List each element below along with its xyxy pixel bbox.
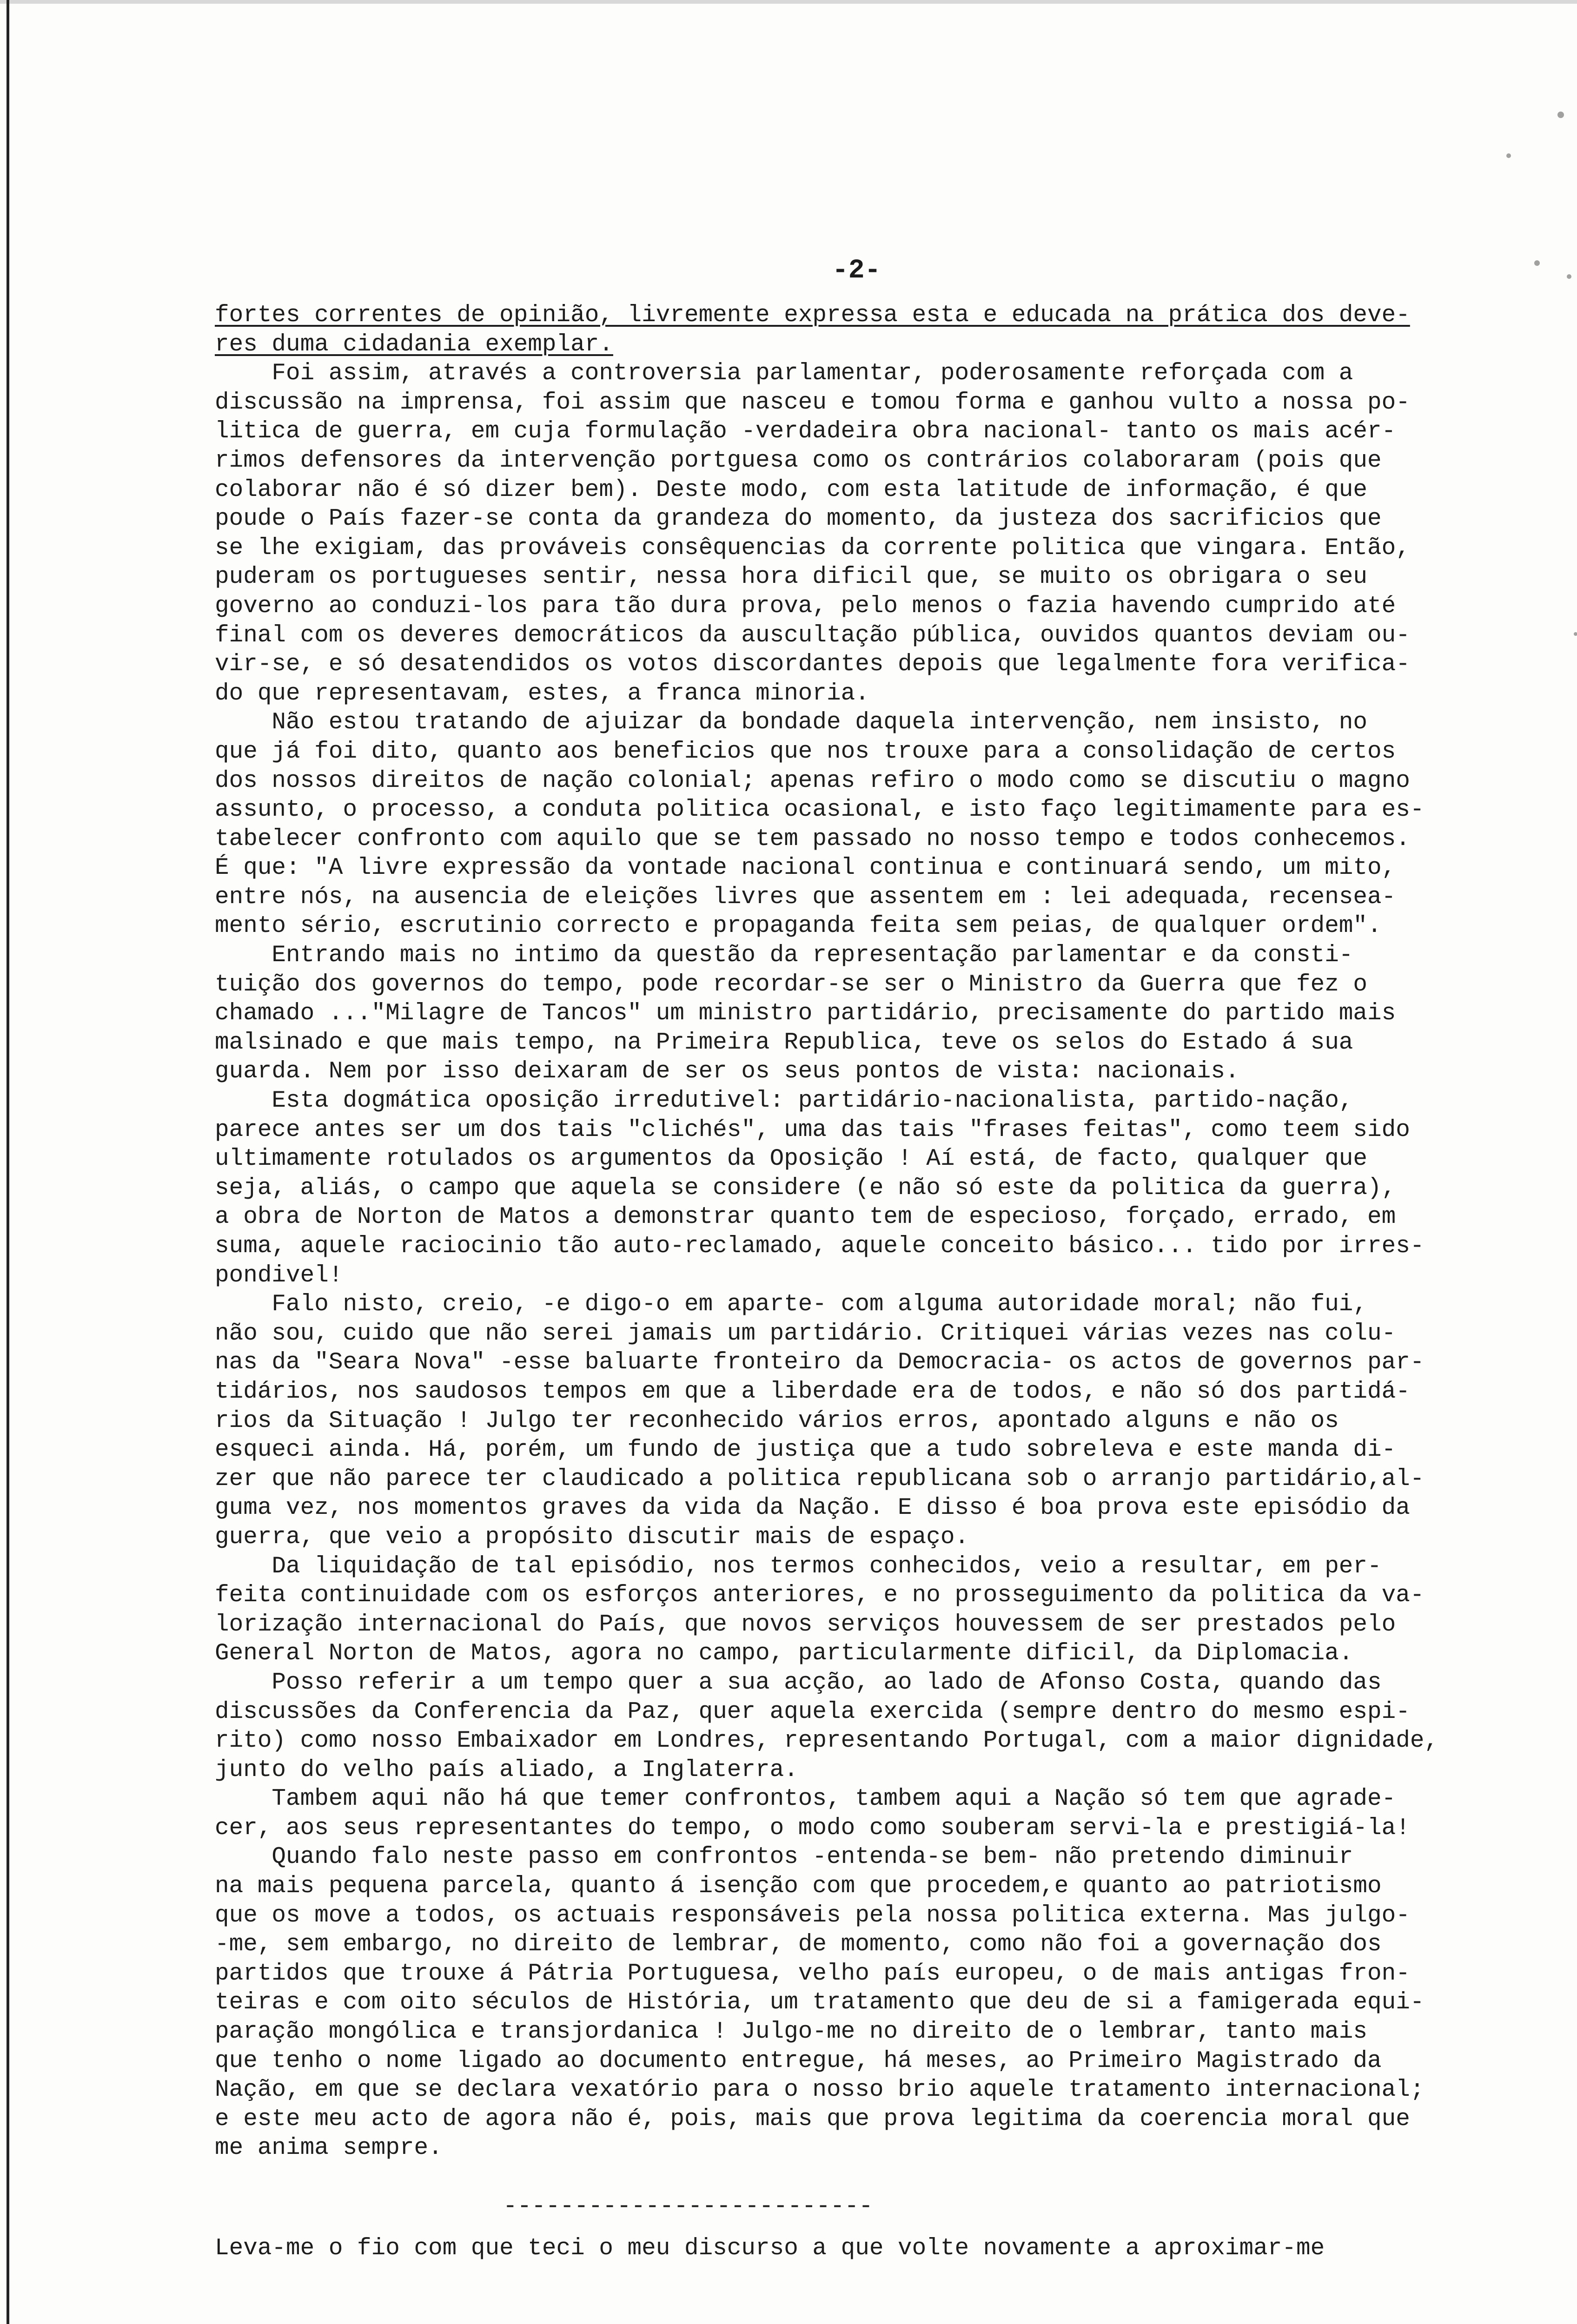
- scan-left-edge: [7, 0, 9, 2324]
- text-line: e este meu acto de agora não é, pois, mais que prova legitima da coerencia moral que: [215, 2106, 1410, 2133]
- text-line: que tenho o nome ligado ao documento entregue, há meses, ao Primeiro Magistrado da: [215, 2047, 1382, 2074]
- text-line: zer que não parece ter claudicado a politica republicana sob o arranjo partidário,al-: [215, 1466, 1425, 1492]
- text-line: guarda. Nem por isso deixaram de ser os seus pontos de vista: nacionais.: [215, 1058, 1239, 1085]
- text-line: governo ao conduzi-los para tão dura prova, pelo menos o fazia havendo cumprido até: [215, 593, 1396, 620]
- text-line: poude o País fazer-se conta da grandeza do momento, da justeza dos sacrificios que: [215, 506, 1382, 533]
- text-line: nas da "Seara Nova" -esse baluarte fronteiro da Democracia- os actos de governos par-: [215, 1349, 1425, 1376]
- text-line: litica de guerra, em cuja formulação -verdadeira obra nacional- tanto os mais acér-: [215, 418, 1396, 445]
- text-line: paração mongólica e transjordanica ! Julgo-me no direito de o lembrar, tanto mais: [215, 2019, 1368, 2046]
- text-line: guma vez, nos momentos graves da vida da Nação. E disso é boa prova este episódio da: [215, 1495, 1410, 1522]
- text-line: vir-se, e só desatendidos os votos discordantes depois que legalmente fora verifica-: [215, 651, 1410, 678]
- text-line: rito) como nosso Embaixador em Londres, representando Portugal, com a maior dignidade,: [215, 1728, 1439, 1755]
- text-line: rimos defensores da intervenção portguesa como os contrários colaboraram (pois que: [215, 447, 1382, 474]
- text-line: cer, aos seus representantes do tempo, o modo como souberam servi-la e prestigiá-la!: [215, 1815, 1410, 1842]
- text-line: final com os deveres democráticos da auscultação pública, ouvidos quantos deviam ou-: [215, 622, 1410, 649]
- text-line: tuição dos governos do tempo, pode recordar-se ser o Ministro da Guerra que fez o: [215, 971, 1368, 998]
- text-line: res duma cidadania exemplar.: [215, 331, 613, 358]
- text-line: entre nós, na ausencia de eleições livres que assentem em : lei adequada, recensea-: [215, 884, 1396, 911]
- text-line: tabelecer confronto com aquilo que se tem passado no nosso tempo e todos conhecemos.: [215, 825, 1410, 852]
- text-line: esqueci ainda. Há, porém, um fundo de justiça que a tudo sobreleva e este manda di-: [215, 1437, 1396, 1464]
- text-line: a obra de Norton de Matos a demonstrar quanto tem de especioso, forçado, errado, em: [215, 1204, 1396, 1231]
- text-line: teiras e com oito séculos de História, um tratamento que deu de si a famigerada equi-: [215, 1989, 1425, 2016]
- text-line: lorização internacional do País, que novos serviços houvessem de ser prestados pelo: [215, 1611, 1396, 1638]
- text-line: ultimamente rotulados os argumentos da Oposição ! Aí está, de facto, qualquer que: [215, 1146, 1368, 1173]
- text-line: não sou, cuido que não serei jamais um partidário. Critiquei várias vezes nas colu-: [215, 1320, 1396, 1347]
- text-line: É que: "A livre expressão da vontade nacional continua e continuará sendo, um mito,: [215, 855, 1396, 882]
- text-line: -me, sem embargo, no direito de lembrar, de momento, como não foi a governação dos: [215, 1931, 1382, 1958]
- text-line: guerra, que veio a propósito discutir mais de espaço.: [215, 1524, 969, 1551]
- text-line: me anima sempre.: [215, 2135, 443, 2162]
- text-line: do que representavam, estes, a franca minoria.: [215, 680, 869, 707]
- section-separator: --------------------------: [503, 2193, 873, 2220]
- text-line: Foi assim, através a controversia parlamentar, poderosamente reforçada com a: [215, 360, 1353, 387]
- text-line: fortes correntes de opinião, livremente expressa esta e educada na prática dos deve-: [215, 302, 1410, 329]
- text-line: partidos que trouxe á Pátria Portuguesa, velho país europeu, o de mais antigas fron-: [215, 1960, 1410, 1987]
- scan-speck: [1567, 274, 1571, 279]
- text-line: se lhe exigiam, das prováveis consêquencias da corrente politica que vingara. Então,: [215, 535, 1410, 561]
- text-line: assunto, o processo, a conduta politica ocasional, e isto faço legitimamente para es-: [215, 797, 1425, 824]
- scan-top-edge: [0, 0, 1577, 4]
- text-line: [215, 2163, 1521, 2192]
- text-line: chamado ..."Milagre de Tancos" um ministro partidário, precisamente do partido mais: [215, 1000, 1396, 1027]
- text-line: Quando falo neste passo em confrontos -entenda-se bem- não pretendo diminuir: [215, 1844, 1353, 1871]
- text-line: que os move a todos, os actuais responsáveis pela nossa politica externa. Mas julgo-: [215, 1902, 1410, 1929]
- text-line: colaborar não é só dizer bem). Deste modo, com esta latitude de informação, é que: [215, 476, 1368, 503]
- text-line: Esta dogmática oposição irredutivel: partidário-nacionalista, partido-nação,: [215, 1088, 1353, 1115]
- page-number: -2-: [832, 256, 881, 286]
- document-body: [215, 301, 1521, 2264]
- text-line: rios da Situação ! Julgo ter reconhecido vários erros, apontado alguns e não os: [215, 1407, 1339, 1434]
- scan-speck: [1557, 112, 1564, 118]
- text-line: Falo nisto, creio, -e digo-o em aparte- com alguma autoridade moral; não fui,: [215, 1291, 1368, 1318]
- text-line: malsinado e que mais tempo, na Primeira Republica, teve os selos do Estado á sua: [215, 1029, 1353, 1056]
- text-line: junto do velho país aliado, a Inglaterra.: [215, 1756, 798, 1783]
- text-line: discussões da Conferencia da Paz, quer aquela exercida (sempre dentro do mesmo espi-: [215, 1698, 1410, 1725]
- text-line: Posso referir a um tempo quer a sua acção, ao lado de Afonso Costa, quando das: [215, 1669, 1382, 1696]
- text-line: discussão na imprensa, foi assim que nasceu e tomou forma e ganhou vulto a nossa po-: [215, 389, 1410, 416]
- text-line: Entrando mais no intimo da questão da representação parlamentar e da consti-: [215, 942, 1353, 969]
- scan-speck: [1534, 260, 1540, 266]
- text-line: seja, aliás, o campo que aquela se considere (e não só este da politica da guerra),: [215, 1175, 1396, 1202]
- text-line: suma, aquele raciocinio tão auto-reclamado, aquele conceito básico... tido por irres-: [215, 1233, 1425, 1260]
- text-line: mento sério, escrutinio correcto e propaganda feita sem peias, de qualquer ordem".: [215, 913, 1382, 940]
- text-line: dos nossos direitos de nação colonial; apenas refiro o modo como se discutiu o magno: [215, 767, 1410, 794]
- text-line: parece antes ser um dos tais "clichés", uma das tais "frases feitas", como teem sido: [215, 1116, 1410, 1143]
- scan-speck: [1574, 632, 1577, 636]
- text-line-last: Leva-me o fio com que teci o meu discurso a que volte novamente a aproximar-me: [215, 2235, 1325, 2262]
- scan-speck: [1506, 153, 1511, 158]
- text-line: na mais pequena parcela, quanto á isenção com que procedem,e quanto ao patriotismo: [215, 1873, 1382, 1900]
- text-line: Tambem aqui não há que temer confrontos, tambem aqui a Nação só tem que agrade-: [215, 1786, 1396, 1813]
- spacer: [215, 2221, 1521, 2234]
- text-line: feita continuidade com os esforços anteriores, e no prosseguimento da politica da va-: [215, 1582, 1425, 1609]
- text-line: tidários, nos saudosos tempos em que a liberdade era de todos, e não só dos partidá-: [215, 1378, 1410, 1405]
- text-line: Nação, em que se declara vexatório para o nosso brio aquele tratamento internacional;: [215, 2077, 1425, 2104]
- text-line: que já foi dito, quanto aos beneficios que nos trouxe para a consolidação de certos: [215, 738, 1396, 765]
- text-line: Da liquidação de tal episódio, nos termos conhecidos, veio a resultar, em per-: [215, 1553, 1382, 1580]
- text-line: puderam os portugueses sentir, nessa hora dificil que, se muito os obrigara o seu: [215, 564, 1368, 591]
- text-line: Não estou tratando de ajuizar da bondade daquela intervenção, nem insisto, no: [215, 709, 1368, 736]
- text-line: pondivel!: [215, 1262, 343, 1289]
- text-line: General Norton de Matos, agora no campo, particularmente dificil, da Diplomacia.: [215, 1640, 1353, 1667]
